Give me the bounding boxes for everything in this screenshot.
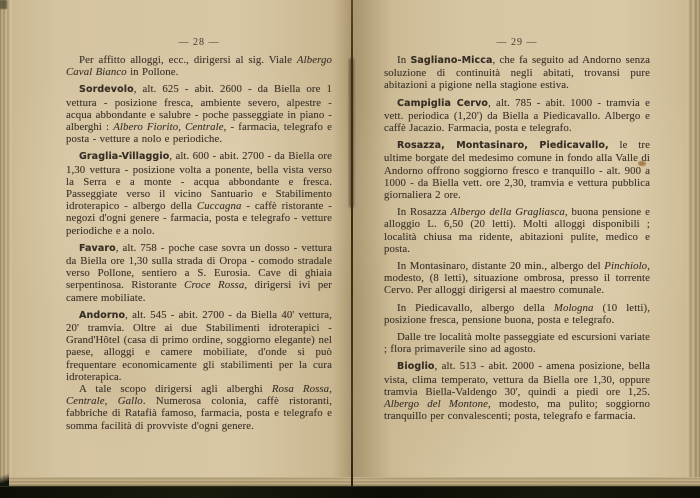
paragraph	[384, 302, 650, 326]
paragraph	[384, 139, 650, 201]
paragraph	[66, 83, 332, 145]
page-number-left: — 28 —	[178, 37, 220, 48]
text-segment-plain: , - farmacia, telegrafo e posta - vetture a nolo e periodiche.	[66, 121, 332, 146]
text-segment-italic: Croce Rossa	[184, 279, 245, 292]
paragraph	[66, 150, 332, 236]
text-segment-plain: Dalle tre località molte passeggiate ed escursioni variate ; flora primaverile sino ad agosto.	[384, 331, 650, 356]
text-segment-plain: , buona pensione e alloggio L. 6,50 (20 letti). Molti alloggi disponibili ; località chiusa ma ridente, abitazioni pulite, medico e posta.	[384, 206, 651, 255]
text-segment-plain: , dirigersi ivi per camere mobiliate.	[66, 279, 332, 304]
gutter-shadow-blotch	[349, 58, 354, 208]
text-segment-bold: Andorno	[79, 309, 126, 321]
text-segment-italic: Cuccagna	[196, 200, 242, 213]
text-segment-italic: Albero Fiorito	[113, 121, 179, 134]
text-segment-plain: In Rosazza	[397, 206, 451, 219]
paragraph	[384, 360, 650, 422]
text-segment-italic: Albergo del Montone	[384, 398, 489, 411]
text-segment-plain: , che fa seguito ad Andorno senza soluzione di continuità negli abitati, trovansi pure abitazioni a pigione nella stagione estiva.	[384, 54, 650, 92]
page-right-text	[384, 54, 650, 422]
text-segment-plain: , alt. 545 - abit. 2700 - da Biella 40' vettura, 20' tramvia. Oltre ai due Stabilimenti idroterapici - Grand'Hôtel (casa di primo ordine, soggiorno elegante) nel paese, alloggi e camere mobiliate, d'onde si può frequentare economicamente gli stabilimenti per la cura idroterapica.	[66, 308, 332, 383]
paragraph	[384, 260, 650, 297]
text-segment-plain: - caffè ristorante - negozi d'ogni genere - farmacia, posta e telegrafo - vetture periodiche e a nolo.	[66, 200, 332, 237]
text-segment-plain: ,	[178, 121, 186, 134]
text-segment-plain: (10 letti), posizione fresca, pensione buona, posta e telegrafo.	[384, 301, 650, 326]
text-segment-bold: Campiglia Cervo	[397, 97, 489, 109]
text-segment-plain: . Numerosa colonia, caffè ristoranti, fabbriche di Ratafià famoso, farmacia, posta e telegrafo e somma facilità di provviste d'ogni genere.	[66, 395, 332, 432]
text-segment-bold: Sordevolo	[79, 84, 134, 96]
page-stack-edge-right	[684, 0, 700, 486]
text-segment-bold: Bioglio	[397, 361, 435, 373]
bottom-left-corner-shadow	[0, 468, 9, 488]
text-segment-plain: le tre ultime borgate del medesimo comune in fondo alla Valle di Andorno offrono soggiorno fresco e tranquillo - alt. 900 a 1000 - da Biella vett. ore 2,30, tramvia e vettura pubblica giornaliera 2 ore.	[384, 139, 650, 202]
paragraph	[66, 383, 332, 432]
text-segment-plain: A tale scopo dirigersi agli alberghi	[79, 383, 272, 396]
text-segment-plain: in Pollone.	[126, 66, 179, 79]
text-segment-italic: Centrale, Gallo	[66, 395, 143, 408]
paragraph	[384, 206, 650, 255]
text-segment-plain: , modesto, (8 letti), situazione ombrosa, presso il torrente Cervo. Per alloggi dirigersi al maestro comunale.	[384, 260, 650, 297]
page-left-text	[66, 54, 332, 432]
text-segment-italic: Albergo Caval Bianco	[66, 54, 332, 79]
text-segment-bold: Favaro	[79, 242, 116, 254]
text-segment-italic: Mologna	[553, 301, 594, 314]
text-segment-bold: Sagliano-Micca	[410, 55, 493, 66]
top-left-corner-shadow	[0, 0, 7, 9]
text-segment-plain: , alt. 625 - abit. 2600 - da Biella ore 1 vettura - posizione fresca, ambiente severo, alpestre - acqua abbondante e salubre - poche passeggiate in piano - alberghi :	[66, 83, 332, 134]
paragraph	[384, 54, 650, 92]
text-segment-plain: , alt. 758 - poche case sovra un dosso - vettura da Biella ore 1,30 sulla strada di Oropa - comodo stradale verso Pollone, sentiero a S. Eurosia. Cave di ghiaia serpentinosa. Ristorante	[66, 241, 332, 292]
text-segment-italic: Centrale	[185, 121, 224, 134]
text-segment-bold: Graglia-Villaggio	[79, 151, 170, 163]
text-segment-plain: , modesto, ma pulito; soggiorno tranquillo per convalescenti; posta, telegrafo e farmacia.	[384, 398, 650, 423]
page-stack-edge-left	[0, 0, 15, 486]
paragraph	[384, 331, 650, 355]
paragraph	[66, 309, 332, 383]
text-segment-plain: , alt. 785 - abit. 1000 - tramvia e vett. periodica (1,20') da Biella a Piedicavallo. Albergo e caffè Jacazio. Farmacia, posta e telegrafo.	[384, 96, 650, 135]
text-segment-italic: Pinchiolo	[604, 260, 648, 273]
text-segment-plain: In	[397, 54, 411, 66]
text-segment-plain: In Montasinaro, distante 20 min., albergo del	[397, 260, 605, 273]
text-segment-plain: , alt. 600 - abit. 2700 - da Biella ore 1,30 vettura - posizione volta a ponente, bella vista verso la Serra e a monte - acqua abbondante e fresca. Passeggiate verso il vicino Santuario e Stabilimento idroterapico - albergo della	[66, 150, 332, 213]
text-segment-italic: Rosa Rossa	[271, 383, 330, 396]
paragraph	[66, 54, 332, 78]
text-segment-plain: ,	[329, 383, 332, 396]
book-cover-bottom-edge	[0, 486, 700, 498]
text-segment-plain: In Piedicavallo, albergo della	[397, 301, 554, 314]
text-segment-plain: Per affitto alloggi, ecc., dirigersi al sig. Viale	[79, 54, 297, 66]
text-segment-italic: Albergo della Gragliasca	[450, 206, 565, 219]
paragraph	[66, 242, 332, 304]
text-segment-bold: Rosazza, Montasinaro, Piedicavallo,	[397, 140, 609, 152]
text-segment-plain: , alt. 513 - abit. 2000 - amena posizione, bella vista, clima temperato, vettura da Biella ore 1,30, oppure tramvia Biella-Valdengo 30', quindi a piedi ore 1,25.	[384, 360, 650, 398]
paragraph	[384, 97, 650, 135]
page-number-right: — 29 —	[496, 37, 538, 48]
